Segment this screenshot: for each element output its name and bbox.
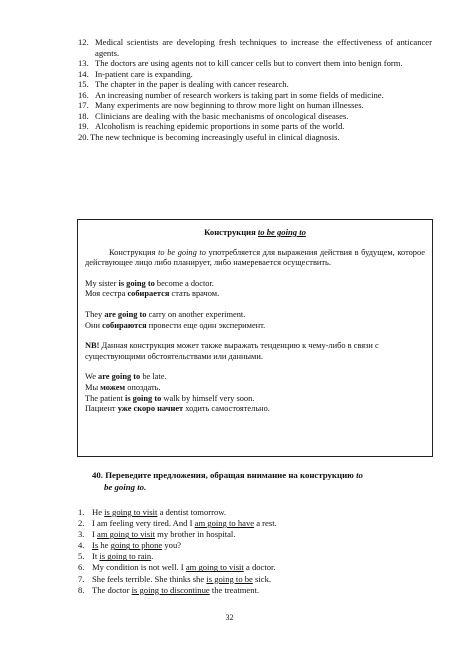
exercise-sentence	[78, 585, 432, 596]
underlined-phrase: is going to rain	[99, 551, 152, 562]
text-run: He	[92, 507, 105, 517]
item-text: The new technique is becoming increasingly useful in clinical diagnosis.	[90, 131, 340, 142]
item-number: 2.	[78, 518, 85, 529]
ex-text: Мы	[85, 382, 101, 392]
item-number: 1.	[78, 507, 85, 517]
ex-text: They	[85, 309, 105, 319]
exercise-sentence	[78, 529, 432, 540]
list-item	[78, 79, 432, 90]
ex-text: carry on another experiment.	[146, 309, 246, 319]
ex-text: become a doctor.	[154, 278, 214, 288]
example-4-en	[85, 394, 425, 405]
item-text	[92, 574, 271, 585]
sentence-list-top	[78, 37, 432, 142]
box-title-prefix: Конструкция	[204, 227, 258, 237]
ex-text: провести еще один эксперимент.	[146, 320, 266, 330]
exercise-sentence	[78, 507, 432, 518]
ex-text: Пациент	[85, 404, 118, 414]
ex-text: опоздать.	[125, 382, 161, 392]
ex-text: ходить самостоятельно.	[183, 404, 270, 414]
exercise-heading-line-2	[92, 481, 432, 493]
ex-text: стать врачом.	[169, 289, 220, 299]
text-run: I	[92, 529, 98, 540]
text-run: he	[98, 540, 111, 551]
exercise-sentence	[78, 574, 432, 585]
item-number: 20.	[78, 131, 89, 142]
example-2-en	[85, 310, 425, 321]
ex-text: Моя сестра	[85, 289, 128, 299]
ex-highlight: уже скоро начнет	[117, 404, 184, 414]
text-run: you?	[162, 540, 182, 551]
item-text: In-patient care is expanding.	[95, 68, 193, 79]
ex-highlight: are going to	[104, 309, 147, 319]
item-number: 18.	[78, 110, 89, 121]
item-number: 6.	[78, 562, 85, 573]
item-number: 14.	[78, 68, 89, 79]
exercise-heading	[92, 469, 432, 493]
ex-highlight: собирается	[127, 289, 170, 299]
item-number: 4.	[78, 540, 85, 551]
item-number: 19.	[78, 121, 89, 131]
nb-label: NB!	[85, 341, 100, 351]
text-run: sick.	[252, 573, 272, 584]
text-run: a doctor.	[243, 562, 276, 573]
list-item	[78, 121, 432, 132]
ex-text: We	[85, 372, 99, 382]
underlined-phrase: is going to be	[206, 573, 253, 584]
page-number: 32	[225, 613, 234, 622]
example-4-ru	[85, 404, 425, 415]
box-title-construct: to be going to	[257, 227, 306, 237]
exercise-construct-part: to	[356, 470, 363, 480]
underlined-phrase: am going to have	[194, 518, 255, 529]
box-body	[78, 248, 432, 415]
text-run: She feels terrible. She thinks she	[92, 573, 207, 584]
nb-text: Данная конструкция может также выражать тенденцию к чему-либо в связи с существующими обстоятельствами или данными.	[85, 341, 379, 361]
list-item	[78, 100, 432, 111]
exercise-sentence	[78, 540, 432, 551]
exercise-sentence	[78, 518, 432, 529]
ex-text: My sister	[85, 278, 119, 288]
grammar-rule-box	[77, 219, 433, 457]
underlined-phrase: am going to visit	[97, 529, 156, 540]
item-text	[92, 540, 181, 551]
example-3-en	[85, 372, 425, 383]
underlined-phrase: is going to visit	[104, 507, 158, 517]
exercise-sentence	[78, 562, 432, 573]
list-item	[78, 132, 432, 143]
ex-highlight: are going to	[98, 372, 141, 382]
item-text	[92, 562, 276, 573]
item-number: 12.	[78, 37, 89, 47]
ex-highlight: собираются	[102, 320, 147, 330]
item-text: An increasing number of research workers is taking part in some fields of medicine.	[95, 89, 384, 100]
list-item	[78, 90, 432, 101]
rule-intro	[85, 248, 425, 269]
ex-text: walk by himself very soon.	[161, 393, 255, 403]
text-run: I am feeling very tired. And I	[92, 518, 195, 529]
text-run: It	[92, 551, 100, 562]
ex-text: Они	[85, 320, 103, 330]
item-text	[92, 585, 259, 596]
text-run: a rest.	[254, 518, 277, 529]
example-2-ru	[85, 321, 425, 332]
intro-text-b: употребляется для выражения действия в будущем, которое действующее лицо либо планирует, либо намеревается осуществить.	[85, 247, 426, 268]
item-number: 8.	[78, 584, 85, 595]
item-text	[92, 529, 235, 540]
example-3-ru	[85, 383, 425, 394]
nb-note	[85, 341, 425, 362]
item-number: 5.	[78, 551, 85, 562]
exercise-number: 40.	[92, 470, 103, 480]
underlined-phrase: is going to discontinue	[131, 584, 210, 595]
item-text: Many experiments are now beginning to throw more light on human illnesses.	[95, 100, 364, 110]
sentence-list-exercise	[78, 507, 432, 596]
ex-highlight: is going to	[125, 393, 162, 403]
item-text: Medical scientists are developing fresh techniques to increase the effectiveness of anticancer agents.	[95, 37, 432, 58]
text-run: the treatment.	[209, 584, 260, 595]
item-number: 15.	[78, 79, 89, 89]
underlined-phrase: Is	[92, 540, 99, 551]
item-text	[92, 518, 277, 529]
underlined-phrase: am going to visit	[185, 562, 244, 573]
example-1-en	[85, 279, 425, 290]
item-text	[92, 507, 226, 518]
example-1-ru	[85, 289, 425, 300]
ex-highlight: is going to	[118, 278, 155, 288]
list-item	[78, 37, 432, 58]
item-text	[92, 551, 153, 562]
item-number: 16.	[78, 89, 89, 100]
ex-highlight: можем	[100, 382, 126, 392]
text-run: my brother in hospital.	[155, 529, 236, 540]
item-text: Alcoholism is reaching epidemic proportions in some parts of the world.	[95, 121, 345, 131]
item-number: 3.	[78, 529, 85, 540]
ex-text: be late.	[140, 372, 167, 382]
box-title	[78, 227, 432, 238]
intro-construct: to be going to	[158, 247, 206, 257]
text-run: The doctor	[92, 584, 132, 595]
list-item	[78, 111, 432, 122]
item-text: The doctors are using agents not to kill cancer cells but to convert them into benign form.	[95, 58, 403, 68]
exercise-construct-part: be going to.	[104, 482, 147, 492]
list-item	[78, 69, 432, 80]
item-number: 13.	[78, 58, 89, 68]
exercise-heading-line-1	[92, 469, 432, 481]
text-run: My condition is not well. I	[92, 562, 186, 573]
text-run: a dentist tomorrow.	[157, 507, 227, 517]
item-number: 17.	[78, 100, 89, 110]
exercise-sentence	[78, 551, 432, 562]
text-run: .	[151, 551, 154, 562]
underlined-phrase: going to phone	[110, 540, 163, 551]
item-text: Clinicians are dealing with the basic mechanisms of oncological diseases.	[95, 110, 349, 121]
item-text: The chapter in the paper is dealing with cancer research.	[95, 79, 289, 89]
intro-text-a: Конструкция	[109, 247, 159, 257]
exercise-instruction: Переведите предложения, обращая внимание на конструкцию	[105, 470, 354, 480]
ex-text: The patient	[85, 393, 125, 403]
item-number: 7.	[78, 573, 85, 584]
list-item	[78, 58, 432, 69]
